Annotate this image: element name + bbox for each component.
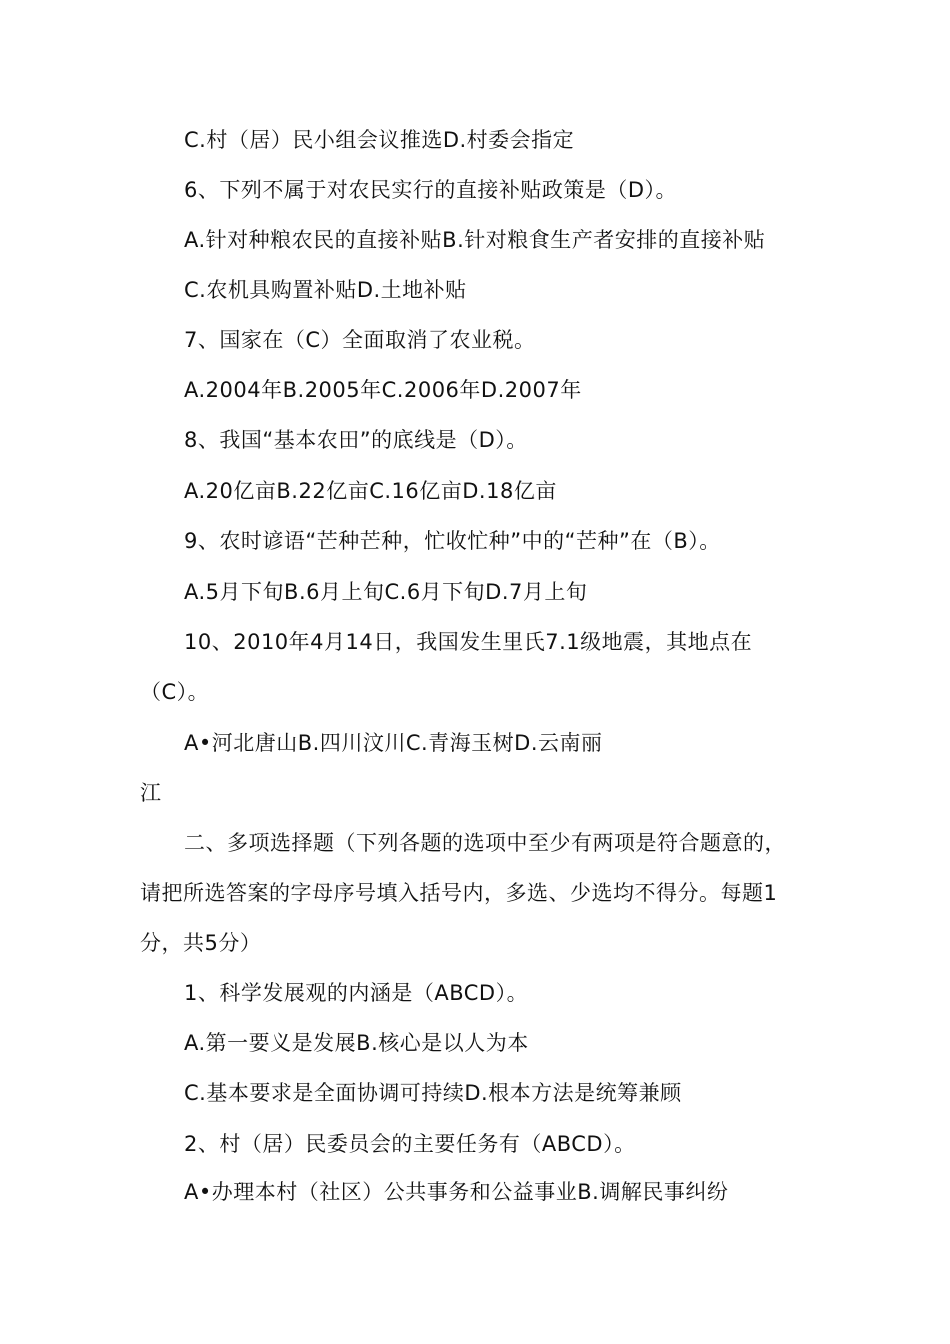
text-line: C.村（居）民小组会议推选D.村委会指定 xyxy=(184,128,575,152)
section-heading-continued: 分，共5分） xyxy=(140,931,262,955)
question-line: 7、国家在（C）全面取消了农业税。 xyxy=(184,328,536,352)
section-heading-continued: 请把所选答案的字母序号填入括号内，多选、少选均不得分。每题1 xyxy=(140,881,778,905)
options-line: C.农机具购置补贴D.土地补贴 xyxy=(184,278,467,302)
options-line: C.基本要求是全面协调可持续D.根本方法是统筹兼顾 xyxy=(184,1081,682,1105)
question-line: 6、下列不属于对农民实行的直接补贴政策是（D）。 xyxy=(184,178,678,202)
options-line: A•河北唐山B.四川汶川C.青海玉树D.云南丽 xyxy=(184,731,603,755)
options-line: A.5月下旬B.6月上旬C.6月下旬D.7月上旬 xyxy=(184,580,588,604)
question-line: 8、我国“基本农田”的底线是（D）。 xyxy=(184,428,528,452)
question-line: 9、农时谚语“芒种芒种，忙收忙种”中的“芒种”在（B）。 xyxy=(184,529,721,553)
question-line: 10、2010年4月14日，我国发生里氏7.1级地震，其地点在 xyxy=(184,630,753,654)
options-line: A.2004年B.2005年C.2006年D.2007年 xyxy=(184,378,582,402)
question-line: 2、村（居）民委员会的主要任务有（ABCD）。 xyxy=(184,1132,636,1156)
section-heading: 二、多项选择题（下列各题的选项中至少有两项是符合题意的， xyxy=(184,831,786,855)
options-line: A.20亿亩B.22亿亩C.16亿亩D.18亿亩 xyxy=(184,479,557,503)
question-line: 1、科学发展观的内涵是（ABCD）。 xyxy=(184,981,529,1005)
question-line-continued: （C）。 xyxy=(140,680,210,704)
options-line: A.针对种粮农民的直接补贴B.针对粮食生产者安排的直接补贴 xyxy=(184,228,766,252)
options-line: A•办理本村（社区）公共事务和公益事业B.调解民事纠纷 xyxy=(184,1180,729,1204)
options-line-continued: 江 xyxy=(140,781,162,805)
options-line: A.第一要义是发展B.核心是以人为本 xyxy=(184,1031,529,1055)
